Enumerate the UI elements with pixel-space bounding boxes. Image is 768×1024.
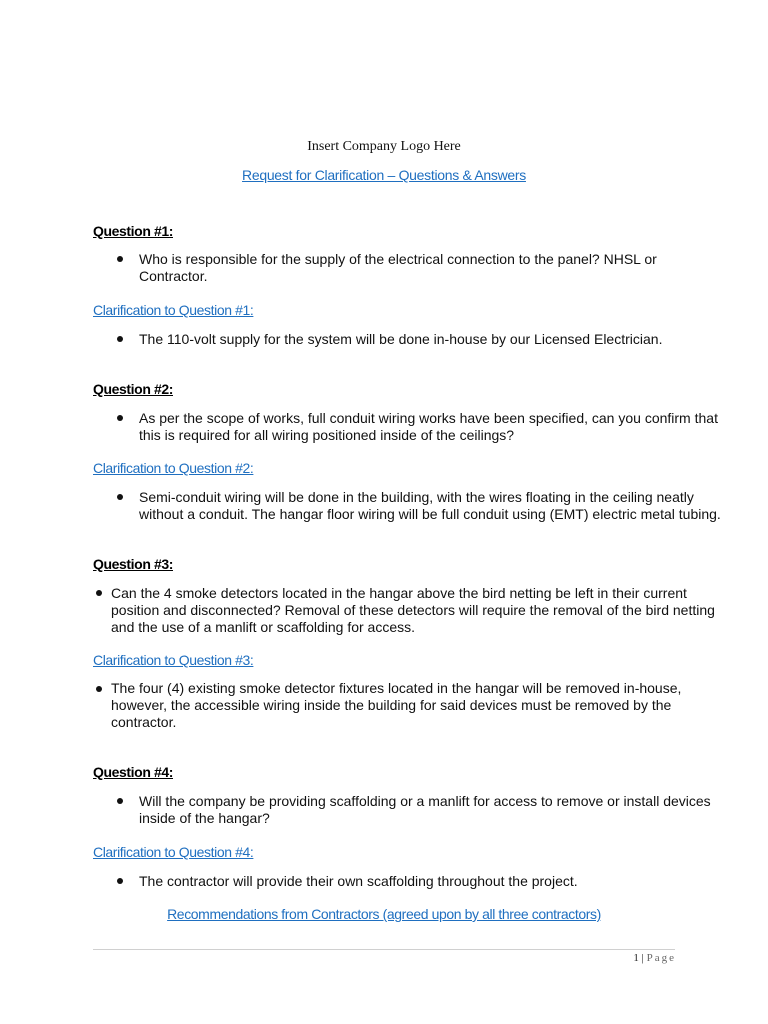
question-3-text <box>111 585 715 636</box>
text-line: this is required for all wiring positioned inside of the ceilings? <box>139 427 515 443</box>
text-line: without a conduit. The hangar floor wiring will be full conduit using (EMT) electric metal tubing. <box>139 506 721 522</box>
question-2-heading: Question #2: <box>93 381 173 397</box>
question-2-text <box>139 410 718 444</box>
text-line: and the use of a manlift or scaffolding for access. <box>111 619 416 635</box>
page-separator: | <box>638 952 647 964</box>
text-line: Contractor. <box>139 268 208 284</box>
text-line: Will the company be providing scaffolding or a manlift for access to remove or install devices <box>139 793 711 809</box>
bullet-icon <box>117 336 123 342</box>
bullet-icon <box>117 878 123 884</box>
question-4-text <box>139 793 711 827</box>
clarification-3-text <box>111 680 681 731</box>
clarification-4-text <box>139 873 578 890</box>
clarification-2-heading: Clarification to Question #2: <box>93 460 254 476</box>
footer-divider <box>93 949 675 950</box>
text-line: Can the 4 smoke detectors located in the hangar above the bird netting be left in their current <box>111 585 687 601</box>
text-line: however, the accessible wiring inside the building for said devices must be removed by the <box>111 697 672 713</box>
text-line: Semi-conduit wiring will be done in the building, with the wires floating in the ceiling neatly <box>139 489 694 505</box>
clarification-1-text <box>139 331 662 348</box>
clarification-1-heading: Clarification to Question #1: <box>93 302 254 318</box>
bullet-icon <box>96 590 102 596</box>
text-line: Who is responsible for the supply of the electrical connection to the panel? NHSL or <box>139 251 657 267</box>
recommendations-heading: Recommendations from Contractors (agreed upon by all three contractors) <box>167 906 601 922</box>
bullet-icon <box>117 415 123 421</box>
bullet-icon <box>117 798 123 804</box>
page-word: Page <box>646 952 676 964</box>
text-line: The contractor will provide their own scaffolding throughout the project. <box>139 873 578 889</box>
clarification-2-text <box>139 489 721 523</box>
page-footer <box>560 952 676 964</box>
text-line: position and disconnected? Removal of these detectors will require the removal of the bird netting <box>111 602 715 618</box>
question-3-heading: Question #3: <box>93 556 173 572</box>
text-line: The four (4) existing smoke detector fixtures located in the hangar will be removed in-house, <box>111 680 682 696</box>
text-line: inside of the hangar? <box>139 810 270 826</box>
bullet-icon <box>117 494 123 500</box>
bullet-icon <box>96 686 102 692</box>
page-number: 1 <box>633 952 639 964</box>
clarification-4-heading: Clarification to Question #4: <box>93 844 254 860</box>
question-4-heading: Question #4: <box>93 764 173 780</box>
clarification-3-heading: Clarification to Question #3: <box>93 652 254 668</box>
question-1-heading: Question #1: <box>93 223 173 239</box>
text-line: As per the scope of works, full conduit wiring works have been specified, can you confirm that <box>139 410 718 426</box>
document-title: Request for Clarification – Questions & Answers <box>242 167 526 183</box>
bullet-icon <box>117 256 123 262</box>
company-logo-placeholder: Insert Company Logo Here <box>307 139 461 154</box>
text-line: The 110-volt supply for the system will be done in-house by our Licensed Electrician. <box>139 331 663 347</box>
question-1-text <box>139 251 657 285</box>
text-line: contractor. <box>111 714 177 730</box>
